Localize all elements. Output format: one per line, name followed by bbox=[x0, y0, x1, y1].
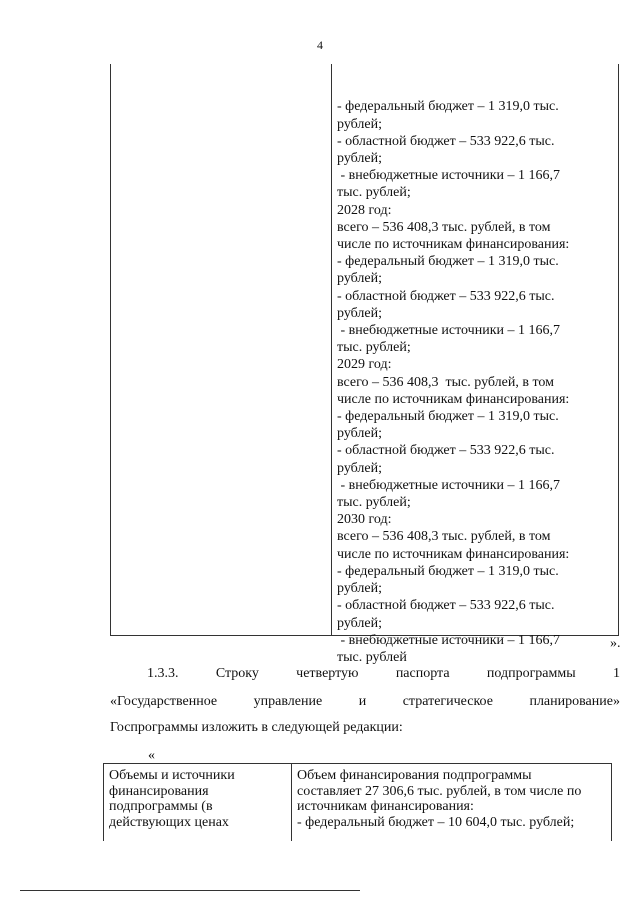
text-line: рублей; bbox=[337, 271, 382, 287]
paragraph-line-3: Госпрограммы изложить в следующей редакции: bbox=[110, 720, 403, 735]
para-word: планирование» bbox=[529, 694, 620, 709]
paragraph-line-1 bbox=[110, 665, 620, 682]
text-line: подпрограммы (в bbox=[109, 799, 213, 814]
text-line: - областной бюджет – 533 922,6 тыс. bbox=[337, 598, 555, 614]
budget-table-continued bbox=[110, 64, 619, 665]
footer-rule bbox=[20, 890, 360, 891]
para-word: и bbox=[358, 694, 367, 709]
subprogram-funding-table bbox=[103, 763, 612, 841]
text-line: 2030 год: bbox=[337, 512, 392, 528]
text-line: - федеральный бюджет – 1 319,0 тыс. bbox=[337, 409, 559, 425]
text-line: - областной бюджет – 533 922,6 тыс. bbox=[337, 443, 555, 459]
text-line: Объемы и источники bbox=[109, 768, 235, 783]
text-line: - внебюджетные источники – 1 166,7 bbox=[337, 477, 561, 493]
para-word: четвертую bbox=[296, 666, 359, 681]
text-line: - внебюджетные источники – 1 166,7 bbox=[337, 168, 561, 184]
para-word: Строку bbox=[215, 666, 259, 681]
opening-quote: « bbox=[148, 748, 155, 763]
para-word: управление bbox=[253, 694, 323, 709]
table-cell-funding-details bbox=[337, 64, 617, 701]
text-line: тыс. рублей bbox=[337, 649, 407, 665]
text-line: Объем финансирования подпрограммы bbox=[297, 768, 532, 783]
text-line: - внебюджетные источники – 1 166,7 bbox=[337, 632, 561, 648]
para-word: 1 bbox=[612, 666, 620, 681]
page-number: 4 bbox=[317, 38, 323, 52]
text-line: источникам финансирования: bbox=[297, 799, 474, 814]
text-line: составляет 27 306,6 тыс. рублей, в том числе по bbox=[297, 783, 582, 799]
text-line: финансирования bbox=[109, 783, 209, 799]
para-word: подпрограммы bbox=[486, 666, 576, 681]
text-line: 2029 год: bbox=[337, 357, 392, 373]
text-line: тыс. рублей; bbox=[337, 340, 411, 356]
para-word: «Государственное bbox=[110, 694, 218, 709]
text-line: - федеральный бюджет – 10 604,0 тыс. рублей; bbox=[297, 814, 575, 830]
para-word: 1.3.3. bbox=[147, 666, 179, 681]
text-line: - федеральный бюджет – 1 319,0 тыс. bbox=[337, 254, 559, 270]
text-line: - внебюджетные источники – 1 166,7 bbox=[337, 323, 561, 339]
text-line: рублей; bbox=[337, 305, 382, 321]
table-cell-label bbox=[109, 768, 287, 830]
text-line: рублей; bbox=[337, 460, 382, 476]
text-line: тыс. рублей; bbox=[337, 185, 411, 201]
table-column-divider bbox=[291, 764, 292, 841]
table-cell-value bbox=[297, 768, 611, 830]
text-line: рублей; bbox=[337, 581, 382, 597]
para-word: стратегическое bbox=[402, 694, 493, 709]
text-line: рублей; bbox=[337, 615, 382, 631]
paragraph-line-2 bbox=[110, 693, 620, 710]
text-line: тыс. рублей; bbox=[337, 495, 411, 511]
text-line: всего – 536 408,3 тыс. рублей, в том bbox=[337, 529, 551, 545]
text-line: числе по источникам финансирования: bbox=[337, 391, 570, 407]
para-word: паспорта bbox=[395, 666, 450, 681]
text-line: рублей; bbox=[337, 426, 382, 442]
text-line: числе по источникам финансирования: bbox=[337, 546, 570, 562]
closing-quote: ». bbox=[610, 636, 621, 651]
text-line: 2028 год: bbox=[337, 202, 392, 218]
text-line: рублей; bbox=[337, 116, 382, 132]
text-line: всего – 536 408,3 тыс. рублей, в том bbox=[337, 374, 554, 390]
text-line: действующих ценах bbox=[109, 814, 229, 830]
text-line: - федеральный бюджет – 1 319,0 тыс. bbox=[337, 99, 559, 115]
text-line: рублей; bbox=[337, 151, 382, 167]
text-line: всего – 536 408,3 тыс. рублей, в том bbox=[337, 219, 551, 235]
table-column-divider bbox=[331, 64, 332, 635]
text-line: - федеральный бюджет – 1 319,0 тыс. bbox=[337, 563, 559, 579]
text-line: - областной бюджет – 533 922,6 тыс. bbox=[337, 133, 555, 149]
text-line: - областной бюджет – 533 922,6 тыс. bbox=[337, 288, 555, 304]
text-line: числе по источникам финансирования: bbox=[337, 237, 570, 253]
